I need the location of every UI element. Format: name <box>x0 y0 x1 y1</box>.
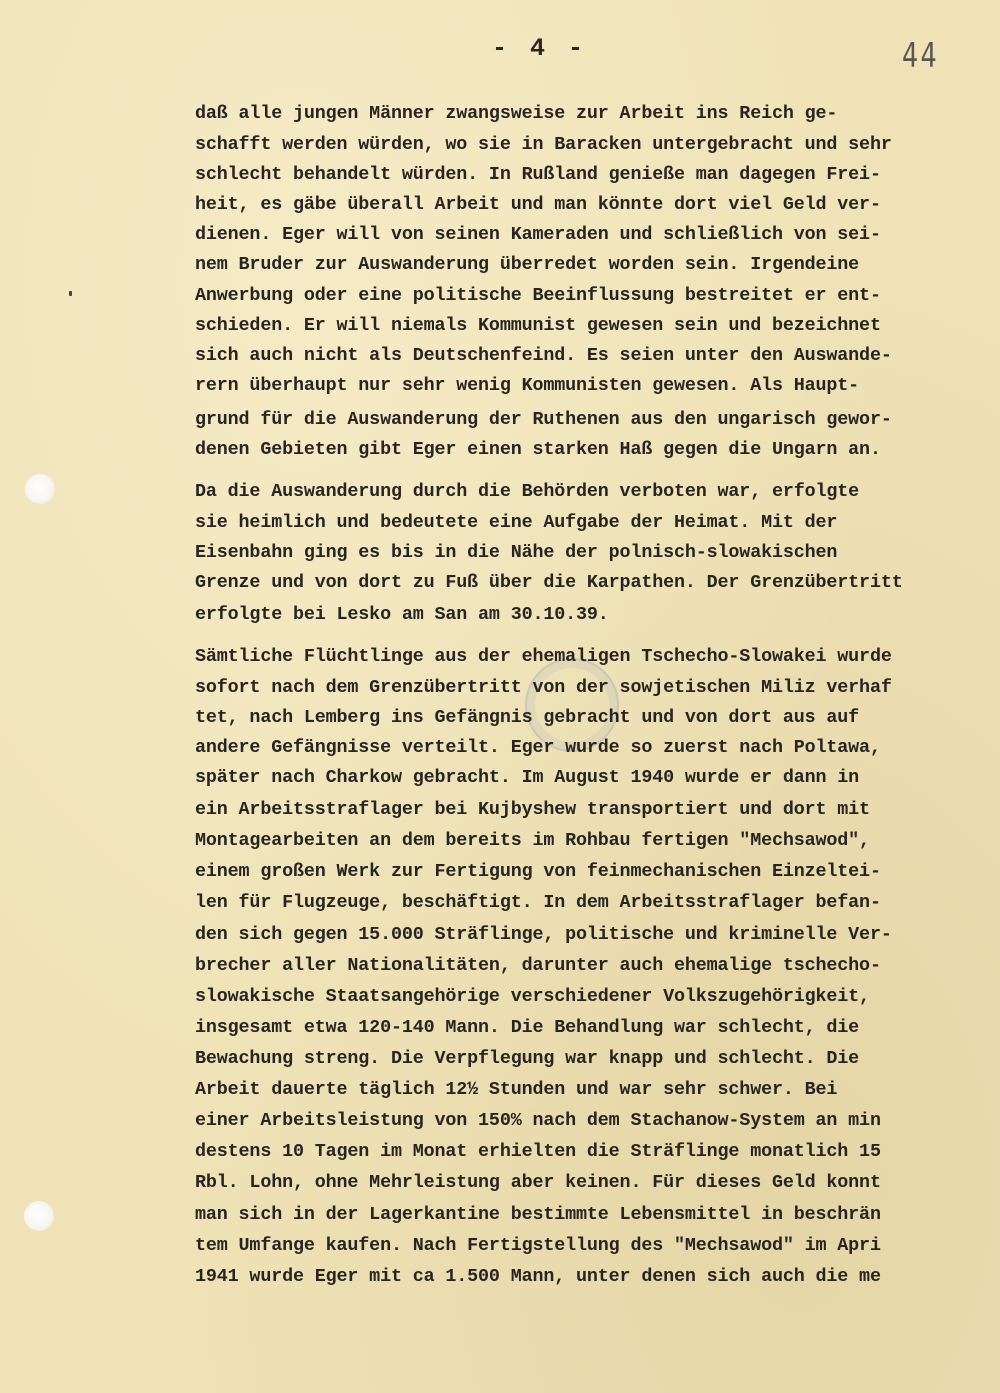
text-line: dienen. Eger will von seinen Kameraden und schließlich von sei- <box>195 224 881 245</box>
text-line: daß alle jungen Männer zwangsweise zur Arbeit ins Reich ge- <box>195 103 838 124</box>
text-line: Montagearbeiten an dem bereits im Rohbau fertigen "Mechsawod", <box>195 830 870 851</box>
folio-number: 44 <box>902 36 939 76</box>
text-line: rern überhaupt nur sehr wenig Kommunisten gewesen. Als Haupt- <box>195 375 860 396</box>
punch-hole-icon <box>24 1201 54 1231</box>
text-line: grund für die Auswanderung der Ruthenen aus den ungarisch gewor- <box>195 409 892 430</box>
text-line: erfolgte bei Lesko am San am 30.10.39. <box>195 604 609 625</box>
page-number: - 4 - <box>492 34 588 63</box>
text-line: ein Arbeitsstraflager bei Kujbyshew transportiert und dort mit <box>195 799 870 820</box>
text-line: schlecht behandelt würden. In Rußland genieße man dagegen Frei- <box>195 164 881 185</box>
text-line: len für Flugzeuge, beschäftigt. In dem Arbeitsstraflager befan- <box>195 892 881 913</box>
text-line: Sämtliche Flüchtlinge aus der ehemaligen Tschecho-Slowakei wurde <box>195 646 892 667</box>
text-line: Anwerbung oder eine politische Beeinflussung bestreitet er ent- <box>195 285 881 306</box>
text-line: einer Arbeitsleistung von 150% nach dem Stachanow-System an min <box>195 1110 881 1131</box>
text-line: heit, es gäbe überall Arbeit und man könnte dort viel Geld ver- <box>195 194 881 215</box>
text-line: Eisenbahn ging es bis in die Nähe der polnisch-slowakischen <box>195 542 838 563</box>
text-line: schieden. Er will niemals Kommunist gewesen sein und bezeichnet <box>195 315 881 336</box>
text-line: destens 10 Tagen im Monat erhielten die Sträflinge monatlich 15 <box>195 1141 881 1162</box>
text-line: Da die Auswanderung durch die Behörden verboten war, erfolgte <box>195 481 860 502</box>
text-line: slowakische Staatsangehörige verschiedener Volkszugehörigkeit, <box>195 986 870 1007</box>
text-line: andere Gefängnisse verteilt. Eger wurde so zuerst nach Poltawa, <box>195 737 881 758</box>
ink-speck <box>69 291 72 296</box>
text-line: brecher aller Nationalitäten, darunter auch ehemalige tschecho- <box>195 955 881 976</box>
text-line: insgesamt etwa 120-140 Mann. Die Behandlung war schlecht, die <box>195 1017 860 1038</box>
text-line: tet, nach Lemberg ins Gefängnis gebracht und von dort aus auf <box>195 707 860 728</box>
text-line: nem Bruder zur Auswanderung überredet worden sein. Irgendeine <box>195 254 860 275</box>
text-line: Arbeit dauerte täglich 12½ Stunden und war sehr schwer. Bei <box>195 1079 838 1100</box>
text-line: denen Gebieten gibt Eger einen starken Haß gegen die Ungarn an. <box>195 439 881 460</box>
text-line: tem Umfange kaufen. Nach Fertigstellung des "Mechsawod" im Apri <box>195 1235 881 1256</box>
text-line: den sich gegen 15.000 Sträflinge, politische und kriminelle Ver- <box>195 924 892 945</box>
text-line: sofort nach dem Grenzübertritt von der sowjetischen Miliz verhaf <box>195 677 892 698</box>
text-line: sie heimlich und bedeutete eine Aufgabe der Heimat. Mit der <box>195 512 838 533</box>
text-line: sich auch nicht als Deutschenfeind. Es seien unter den Auswande- <box>195 345 892 366</box>
text-line: 1941 wurde Eger mit ca 1.500 Mann, unter denen sich auch die me <box>195 1266 881 1287</box>
text-line: schafft werden würden, wo sie in Baracken untergebracht und sehr <box>195 134 892 155</box>
text-line: Rbl. Lohn, ohne Mehrleistung aber keinen. Für dieses Geld konnt <box>195 1172 881 1193</box>
text-line: später nach Charkow gebracht. Im August 1940 wurde er dann in <box>195 767 860 788</box>
punch-hole-icon <box>25 474 55 504</box>
text-line: Grenze und von dort zu Fuß über die Karpathen. Der Grenzübertritt <box>195 572 903 593</box>
text-line: einem großen Werk zur Fertigung von feinmechanischen Einzeltei- <box>195 861 881 882</box>
text-line: Bewachung streng. Die Verpflegung war knapp und schlecht. Die <box>195 1048 860 1069</box>
text-line: man sich in der Lagerkantine bestimmte Lebensmittel in beschrän <box>195 1204 881 1225</box>
